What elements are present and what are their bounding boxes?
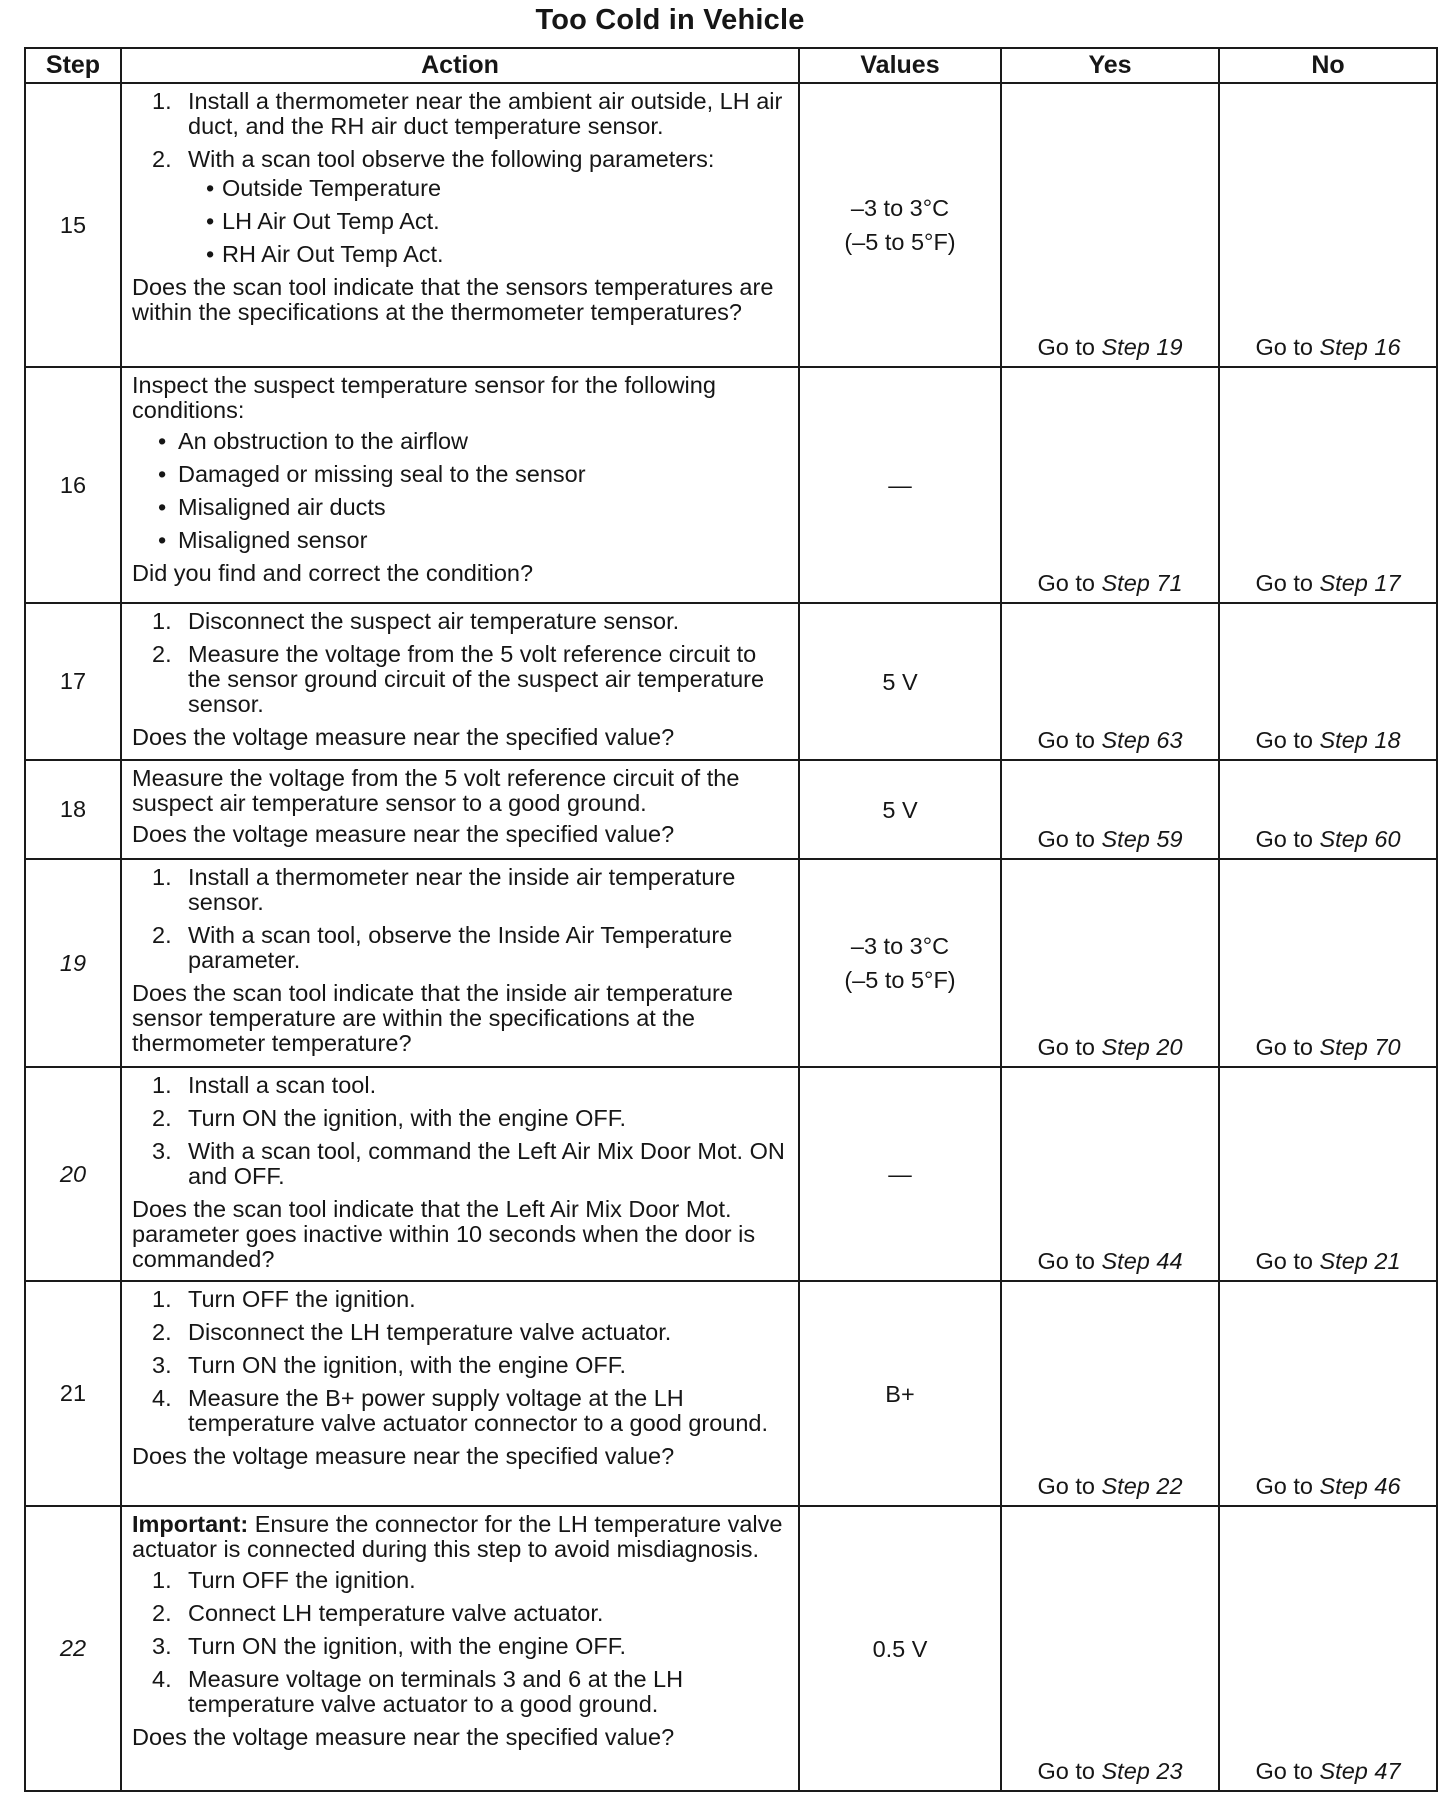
no-cell: Go to Step 70 (1219, 859, 1437, 1067)
list-item: 2. Measure the voltage from the 5 volt reference circuit to the sensor ground circuit of the suspect air temperature sensor. (152, 641, 765, 717)
header-action: Action (121, 48, 799, 83)
values-cell (799, 367, 1001, 603)
question-text: Did you find and correct the condition? (132, 560, 534, 586)
action-cell (121, 603, 799, 760)
list-item: 2. Disconnect the LH temperature valve actuator. (152, 1319, 672, 1345)
values-cell (799, 1506, 1001, 1791)
values-cell (799, 603, 1001, 760)
yes-step-ref[interactable]: Step 44 (1101, 1248, 1183, 1274)
no-step-ref[interactable]: Step 16 (1319, 334, 1401, 360)
step-number: 20 (25, 1067, 121, 1281)
list-item: • LH Air Out Temp Act. (206, 208, 440, 234)
list-item: • Misaligned air ducts (158, 494, 386, 520)
list-item: 1. Install a thermometer near the inside air temperature sensor. (152, 864, 736, 915)
list-item: 4. Measure voltage on terminals 3 and 6 at the LH temperature valve actuator to a good ground. (152, 1666, 684, 1717)
list-item: • RH Air Out Temp Act. (206, 241, 444, 267)
bullet-list (132, 429, 788, 553)
important-note: Important: Ensure the connector for the LH temperature valve actuator is connected during this step to avoid misdiagnosis. (132, 1511, 783, 1562)
important-label: Important: (132, 1511, 249, 1537)
no-cell: Go to Step 47 (1219, 1506, 1437, 1791)
value-text: 5 V (882, 668, 918, 695)
no-step-ref[interactable]: Step 18 (1319, 727, 1401, 753)
no-cell: Go to Step 17 (1219, 367, 1437, 603)
table-row (25, 760, 1437, 859)
bullet-list (132, 176, 788, 267)
numbered-list (132, 865, 788, 973)
yes-cell: Go to Step 63 (1001, 603, 1219, 760)
values-cell (799, 1067, 1001, 1281)
list-item: 1. Turn OFF the ignition. (152, 1286, 416, 1312)
numbered-list (132, 1568, 788, 1717)
numbered-list (132, 1287, 788, 1436)
header-step: Step (25, 48, 121, 83)
numbered-list (132, 1073, 788, 1189)
step-number: 19 (25, 859, 121, 1067)
action-cell (121, 83, 799, 367)
yes-step-ref[interactable]: Step 71 (1101, 570, 1183, 596)
values-cell (799, 859, 1001, 1067)
step-number: 15 (25, 83, 121, 367)
step-number: 17 (25, 603, 121, 760)
values-cell (799, 1281, 1001, 1506)
yes-step-ref[interactable]: Step 63 (1101, 727, 1183, 753)
question-text: Does the scan tool indicate that the inside air temperature sensor temperature are within the specifications at the thermometer temperature? (132, 980, 733, 1056)
yes-cell: Go to Step 22 (1001, 1281, 1219, 1506)
question-text: Does the voltage measure near the specified value? (132, 1724, 675, 1750)
action-cell (121, 1506, 799, 1791)
step-number: 18 (25, 760, 121, 859)
question-text: Does the scan tool indicate that the sensors temperatures are within the specifications at the thermometer temperatures? (132, 274, 774, 325)
yes-cell: Go to Step 59 (1001, 760, 1219, 859)
no-step-ref[interactable]: Step 21 (1319, 1248, 1401, 1274)
question-text: Does the voltage measure near the specified value? (132, 724, 675, 750)
value-text: 5 V (882, 796, 918, 823)
no-step-ref[interactable]: Step 47 (1319, 1758, 1401, 1784)
no-cell: Go to Step 60 (1219, 760, 1437, 859)
header-no: No (1219, 48, 1437, 83)
page-title: Too Cold in Vehicle (535, 4, 805, 36)
yes-cell: Go to Step 19 (1001, 83, 1219, 367)
intro-text: Inspect the suspect temperature sensor for the following conditions: (132, 372, 716, 423)
list-item: • Misaligned sensor (158, 527, 368, 553)
yes-cell: Go to Step 71 (1001, 367, 1219, 603)
numbered-list (132, 89, 788, 172)
value-text: –3 to 3°C (850, 933, 950, 959)
action-cell (121, 760, 799, 859)
no-cell: Go to Step 16 (1219, 83, 1437, 367)
table-row (25, 1067, 1437, 1281)
action-cell (121, 1067, 799, 1281)
intro-text: Measure the voltage from the 5 volt reference circuit of the suspect air temperature sensor to a good ground. (132, 765, 740, 816)
header-yes: Yes (1001, 48, 1219, 83)
table-row (25, 1506, 1437, 1791)
list-item: 1. Disconnect the suspect air temperature sensor. (152, 608, 680, 634)
list-item: 2. Turn ON the ignition, with the engine OFF. (152, 1105, 627, 1131)
yes-step-ref[interactable]: Step 19 (1101, 334, 1183, 360)
list-item: 3. Turn ON the ignition, with the engine OFF. (152, 1633, 627, 1659)
no-step-ref[interactable]: Step 60 (1319, 826, 1401, 852)
list-item: • Outside Temperature (206, 175, 442, 201)
list-item: 1. Install a scan tool. (152, 1072, 377, 1098)
yes-cell: Go to Step 20 (1001, 859, 1219, 1067)
yes-step-ref[interactable]: Step 22 (1101, 1473, 1183, 1499)
table-row (25, 859, 1437, 1067)
list-item: 4. Measure the B+ power supply voltage at the LH temperature valve actuator connector to a good ground. (152, 1385, 769, 1436)
list-item: • An obstruction to the airflow (158, 428, 468, 454)
question-text: Does the voltage measure near the specified value? (132, 1443, 675, 1469)
value-text: — (888, 472, 912, 498)
no-cell: Go to Step 21 (1219, 1067, 1437, 1281)
value-text: –3 to 3°C (850, 195, 950, 221)
no-step-ref[interactable]: Step 17 (1319, 570, 1401, 596)
values-cell (799, 83, 1001, 367)
value-text: B+ (885, 1380, 915, 1407)
no-step-ref[interactable]: Step 46 (1319, 1473, 1401, 1499)
value-text: — (888, 1161, 912, 1187)
list-item: 2. Connect LH temperature valve actuator. (152, 1600, 604, 1626)
value-text: 0.5 V (872, 1635, 928, 1662)
step-number: 21 (25, 1281, 121, 1506)
no-cell: Go to Step 18 (1219, 603, 1437, 760)
list-item: 1. Turn OFF the ignition. (152, 1567, 416, 1593)
list-item: • Damaged or missing seal to the sensor (158, 461, 586, 487)
question-text: Does the scan tool indicate that the Left Air Mix Door Mot. parameter goes inactive within 10 seconds when the door is commanded? (132, 1196, 756, 1272)
table-row (25, 83, 1437, 367)
no-step-ref[interactable]: Step 70 (1319, 1034, 1401, 1060)
no-cell: Go to Step 46 (1219, 1281, 1437, 1506)
list-item: 2. With a scan tool observe the following parameters: (152, 146, 715, 172)
yes-cell: Go to Step 44 (1001, 1067, 1219, 1281)
question-text: Does the voltage measure near the specified value? (132, 821, 675, 847)
header-values: Values (799, 48, 1001, 83)
values-cell (799, 760, 1001, 859)
list-item: 3. Turn ON the ignition, with the engine OFF. (152, 1352, 627, 1378)
list-item: 2. With a scan tool, observe the Inside Air Temperature parameter. (152, 922, 733, 973)
value-text: (–5 to 5°F) (844, 967, 956, 993)
yes-step-ref[interactable]: Step 23 (1101, 1758, 1183, 1784)
step-number: 16 (25, 367, 121, 603)
table-row (25, 1281, 1437, 1506)
action-cell (121, 367, 799, 603)
yes-cell: Go to Step 23 (1001, 1506, 1219, 1791)
step-number: 22 (25, 1506, 121, 1791)
table-row (25, 603, 1437, 760)
list-item: 1. Install a thermometer near the ambient air outside, LH air duct, and the RH air duct temperature sensor. (152, 88, 783, 139)
list-item: 3. With a scan tool, command the Left Air Mix Door Mot. ON and OFF. (152, 1138, 785, 1189)
value-text: (–5 to 5°F) (844, 229, 956, 255)
yes-step-ref[interactable]: Step 59 (1101, 826, 1183, 852)
yes-step-ref[interactable]: Step 20 (1101, 1034, 1183, 1060)
diagnostic-table (24, 47, 1438, 1792)
action-cell (121, 859, 799, 1067)
action-cell (121, 1281, 799, 1506)
table-header-row (25, 48, 1437, 83)
table-row (25, 367, 1437, 603)
numbered-list (132, 609, 788, 717)
